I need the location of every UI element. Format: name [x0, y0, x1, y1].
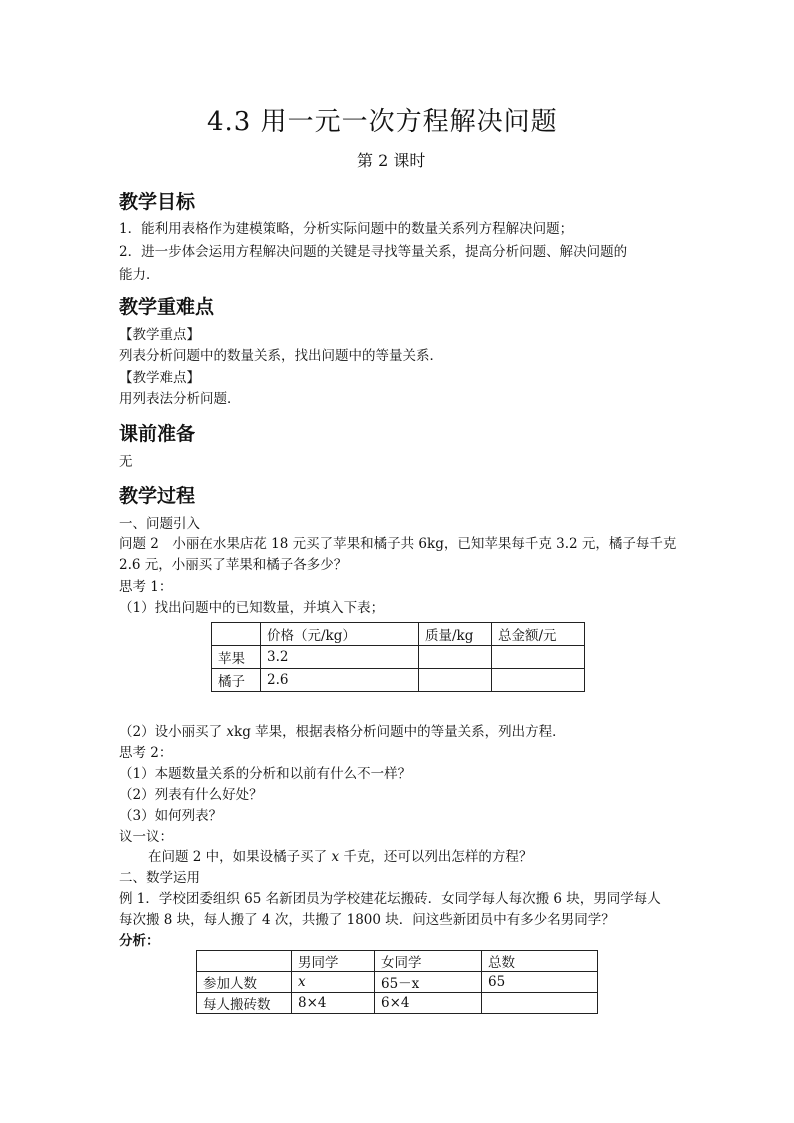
problem-line-1: 问题 2 小丽在水果店花 18 元买了苹果和橘子共 6kg，已知苹果每千克 3.2 元，橘子每千克: [119, 536, 677, 552]
think-2-question-3: （3）如何列表？: [119, 808, 223, 824]
key-point-text: 列表分析问题中的数量关系，找出问题中的等量关系．: [119, 348, 443, 364]
question-text: 千克，还可以列出怎样的方程？: [339, 849, 533, 865]
problem-line-2: 2.6 元，小丽买了苹果和橘子各多少？: [119, 557, 348, 573]
table-cell: 橘子: [212, 669, 261, 692]
table-cell: 8×4: [292, 993, 375, 1014]
heading-focus: 教学重难点: [119, 296, 215, 318]
goal-line-3: 能力．: [119, 267, 160, 283]
table-cell: 65: [482, 972, 598, 993]
think-2-question-2: （2）列表有什么好处？: [119, 787, 263, 803]
table-header-cell: [212, 623, 261, 646]
table-header-cell: 质量/kg: [419, 623, 492, 646]
question-text: kg 苹果，根据表格分析问题中的等量关系，列出方程．: [234, 724, 566, 740]
part-2-heading: 二、数学运用: [119, 870, 200, 886]
difficulty-text: 用列表法分析问题．: [119, 391, 241, 407]
think-1-question-2: [119, 722, 566, 742]
table-header-cell: 总数: [482, 951, 598, 972]
table-cell: [492, 669, 585, 692]
think-2-label: 思考 2：: [119, 745, 173, 761]
table-cell: 苹果: [212, 646, 261, 669]
table-cell: [419, 669, 492, 692]
question-text: （2）设小丽买了: [119, 724, 227, 740]
variable-x: x: [331, 849, 340, 865]
think-2-question-1: （1）本题数量关系的分析和以前有什么不一样？: [119, 766, 412, 782]
page-subtitle: 第 2 课时: [357, 151, 426, 170]
think-1-label: 思考 1：: [119, 579, 173, 595]
part-1-heading: 一、问题引入: [119, 516, 200, 532]
heading-prep: 课前准备: [119, 423, 196, 445]
table-row: [197, 972, 598, 993]
heading-process: 教学过程: [119, 485, 196, 507]
question-text: 在问题 2 中，如果设橘子买了: [148, 849, 332, 865]
think-1-question-1: （1）找出问题中的已知数量，并填入下表；: [119, 600, 385, 616]
key-point-label: 【教学重点】: [119, 327, 200, 343]
table-row: [197, 993, 598, 1014]
price-table: [211, 622, 585, 692]
table-header-cell: 总金额/元: [492, 623, 585, 646]
table-cell: [492, 646, 585, 669]
variable-x: x: [226, 724, 235, 740]
table-cell: 3.2: [261, 646, 419, 669]
table-cell: [419, 646, 492, 669]
discuss-label: 议一议：: [119, 829, 173, 845]
table-row: [212, 646, 585, 669]
goal-line-1: 1．能利用表格作为建模策略，分析实际问题中的数量关系列方程解决问题；: [119, 221, 574, 237]
table-cell: [482, 993, 598, 1014]
table-header-cell: 男同学: [292, 951, 375, 972]
table-cell: 2.6: [261, 669, 419, 692]
variable-x: x: [298, 974, 306, 990]
example-line-2: 每次搬 8 块，每人搬了 4 次，共搬了 1800 块．问这些新团员中有多少名男同学？: [119, 912, 615, 928]
table-header-row: [212, 623, 585, 646]
goal-line-2: 2．进一步体会运用方程解决问题的关键是寻找等量关系，提高分析问题、解决问题的: [119, 244, 628, 260]
table-cell: 65－x: [375, 972, 482, 993]
table-cell: 每人搬砖数: [197, 993, 292, 1014]
table-header-row: [197, 951, 598, 972]
table-header-cell: 女同学: [375, 951, 482, 972]
table-header-cell: [197, 951, 292, 972]
example-line-1: 例 1．学校团委组织 65 名新团员为学校建花坛搬砖．女同学每人每次搬 6 块，男同学每人: [119, 891, 661, 907]
difficulty-label: 【教学难点】: [119, 370, 200, 386]
table-cell: [292, 972, 375, 993]
analysis-label: 分析：: [119, 933, 160, 949]
prep-text: 无: [119, 454, 133, 470]
table-header-cell: 价格（元/kg）: [261, 623, 419, 646]
discuss-question: [148, 847, 532, 867]
heading-goals: 教学目标: [119, 191, 196, 213]
page-title: 4.3 用一元一次方程解决问题: [207, 107, 558, 137]
table-cell: 6×4: [375, 993, 482, 1014]
table-cell: 参加人数: [197, 972, 292, 993]
table-row: [212, 669, 585, 692]
students-table: [196, 950, 598, 1014]
